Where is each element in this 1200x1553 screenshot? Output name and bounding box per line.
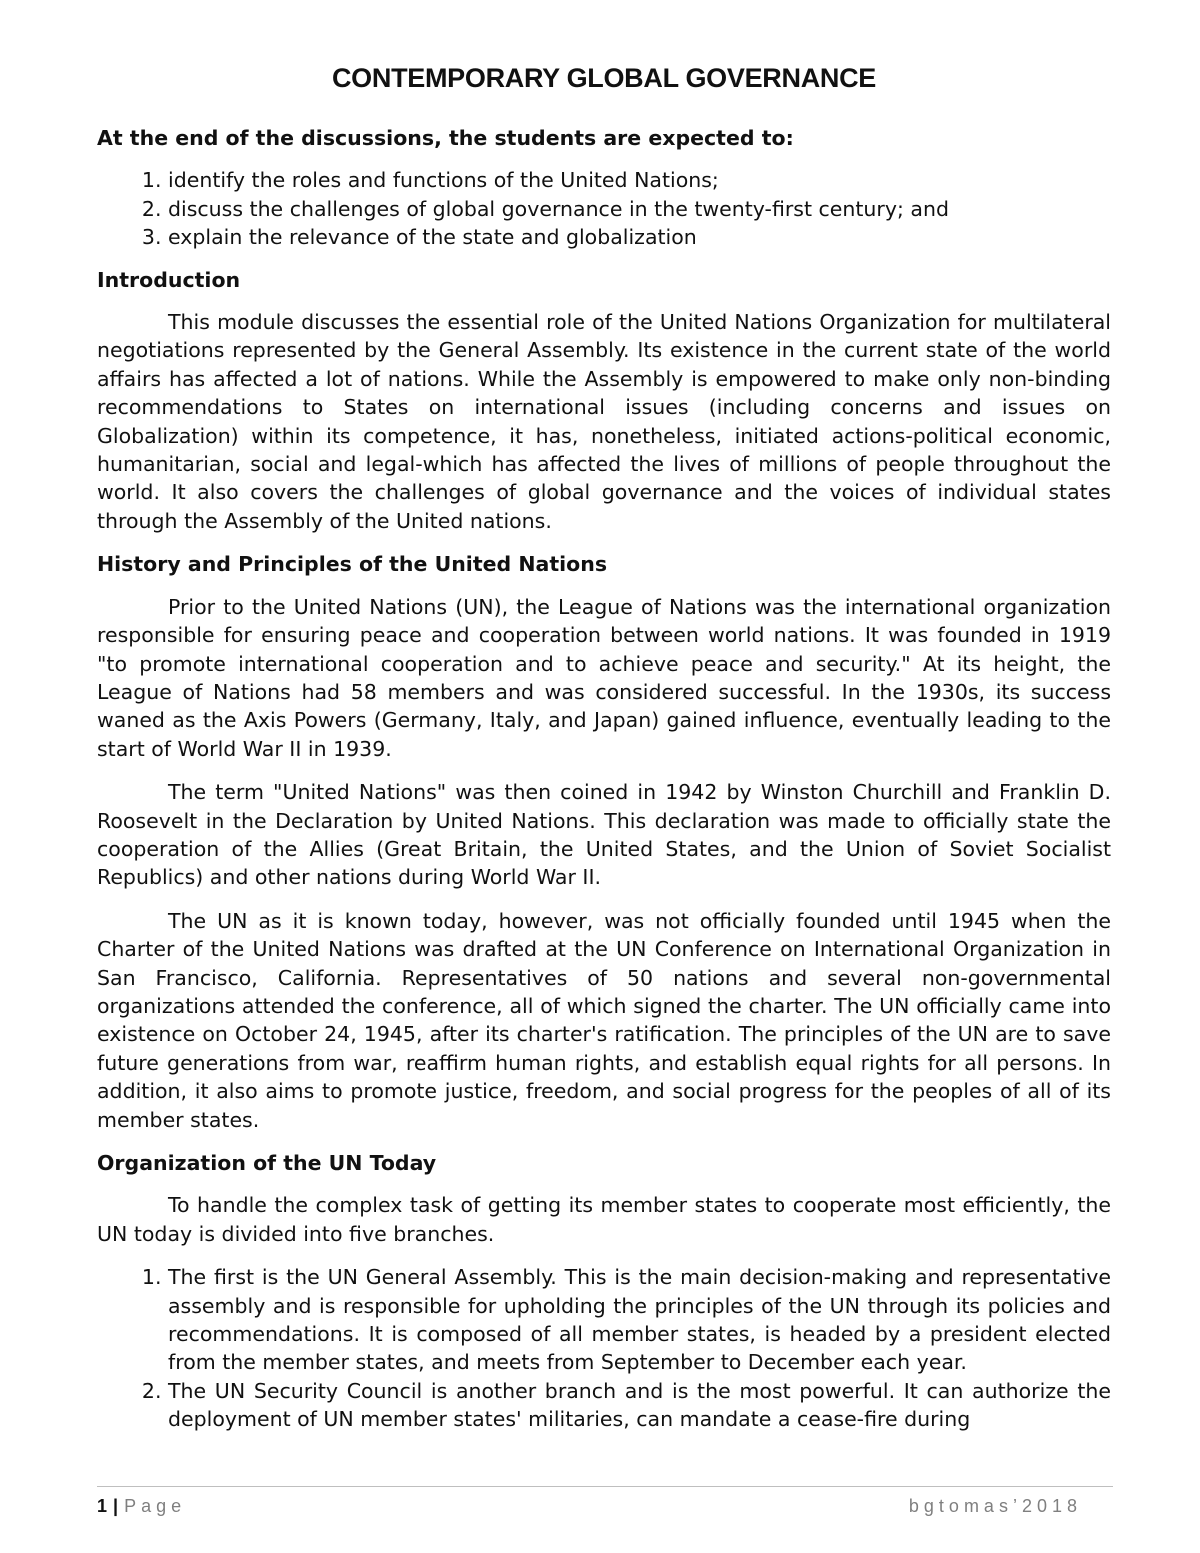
objective-item: 3. explain the relevance of the state and globalization (168, 223, 1111, 251)
history-paragraph: The UN as it is known today, however, was not officially founded until 1945 when the Charter of the United Nations was drafted at the UN Conference on International Organization in San Francisco, California. Representatives of 50 nations and several non-governmental organizations attended the conference, all of which signed the charter. The UN officially came into existence on October 24, 1945, after its charter's ratification. The principles of the UN are to save future generations from war, reaffirm human rights, and establish equal rights for all persons. In addition, it also aims to promote justice, freedom, and social progress for the peoples of all of its member states. (97, 908, 1111, 1132)
organization-paragraph: To handle the complex task of getting its member states to cooperate most efficiently, the UN today is divided into five branches. (97, 1193, 1111, 1246)
introduction-heading: Introduction (97, 267, 241, 292)
objectives-list (97, 166, 1111, 251)
branch-item: 2. The UN Security Council is another branch and is the most powerful. It can authorize the deployment of UN member states' militaries, can mandate a cease-fire during (168, 1377, 1111, 1434)
branches-list (97, 1263, 1111, 1433)
organization-heading: Organization of the UN Today (97, 1151, 437, 1175)
branch-item: 1. The first is the UN General Assembly. This is the main decision-making and representative assembly and is responsible for upholding the principles of the UN through its policies and recommendations. It is composed of all member states, is headed by a president elected from the member states, and meets from September to December each year. (168, 1263, 1111, 1377)
footer-separator: | (113, 1496, 119, 1516)
footer-author: bgtomas’2018 (908, 1496, 1082, 1516)
history-heading: History and Principles of the United Nations (97, 552, 608, 577)
page-label: Page (124, 1496, 187, 1516)
footer-divider (97, 1486, 1113, 1487)
history-paragraph: The term "United Nations" was then coined in 1942 by Winston Churchill and Franklin D. Roosevelt in the Declaration by United Nations. This declaration was made to officially state the cooperation of the Allies (Great Britain, the United States, and the Union of Soviet Socialist Republics) and other nations during World War II. (97, 780, 1111, 890)
page-content (97, 58, 1111, 1448)
objective-item: 1. identify the roles and functions of the United Nations; (168, 166, 1111, 194)
page-number: 1 (97, 1496, 108, 1516)
introduction-paragraph: This module discusses the essential role of the United Nations Organization for multilateral negotiations represented by the General Assembly. Its existence in the current state of the world affairs has affected a lot of nations. While the Assembly is empowered to make only non-binding recommendations to States on international issues (including concerns and issues on Globalization) within its competence, it has, nonetheless, initiated actions-political economic, humanitarian, social and legal-which has affected the lives of millions of people throughout the world. It also covers the challenges of global governance and the voices of individual states through the Assembly of the United nations. (97, 310, 1111, 533)
history-paragraph: Prior to the United Nations (UN), the League of Nations was the international organization responsible for ensuring peace and cooperation between world nations. It was founded in 1919 "to promote international cooperation and to achieve peace and security." At its height, the League of Nations had 58 members and was considered successful. In the 1930s, its success waned as the Axis Powers (Germany, Italy, and Japan) gained influence, eventually leading to the start of World War II in 1939. (97, 594, 1111, 761)
footer-page-info (97, 1494, 186, 1518)
objective-item: 2. discuss the challenges of global governance in the twenty-first century; and (168, 195, 1111, 223)
page-title: CONTEMPORARY GLOBAL GOVERNANCE (331, 63, 877, 93)
objectives-lead: At the end of the discussions, the students are expected to: (97, 126, 794, 150)
